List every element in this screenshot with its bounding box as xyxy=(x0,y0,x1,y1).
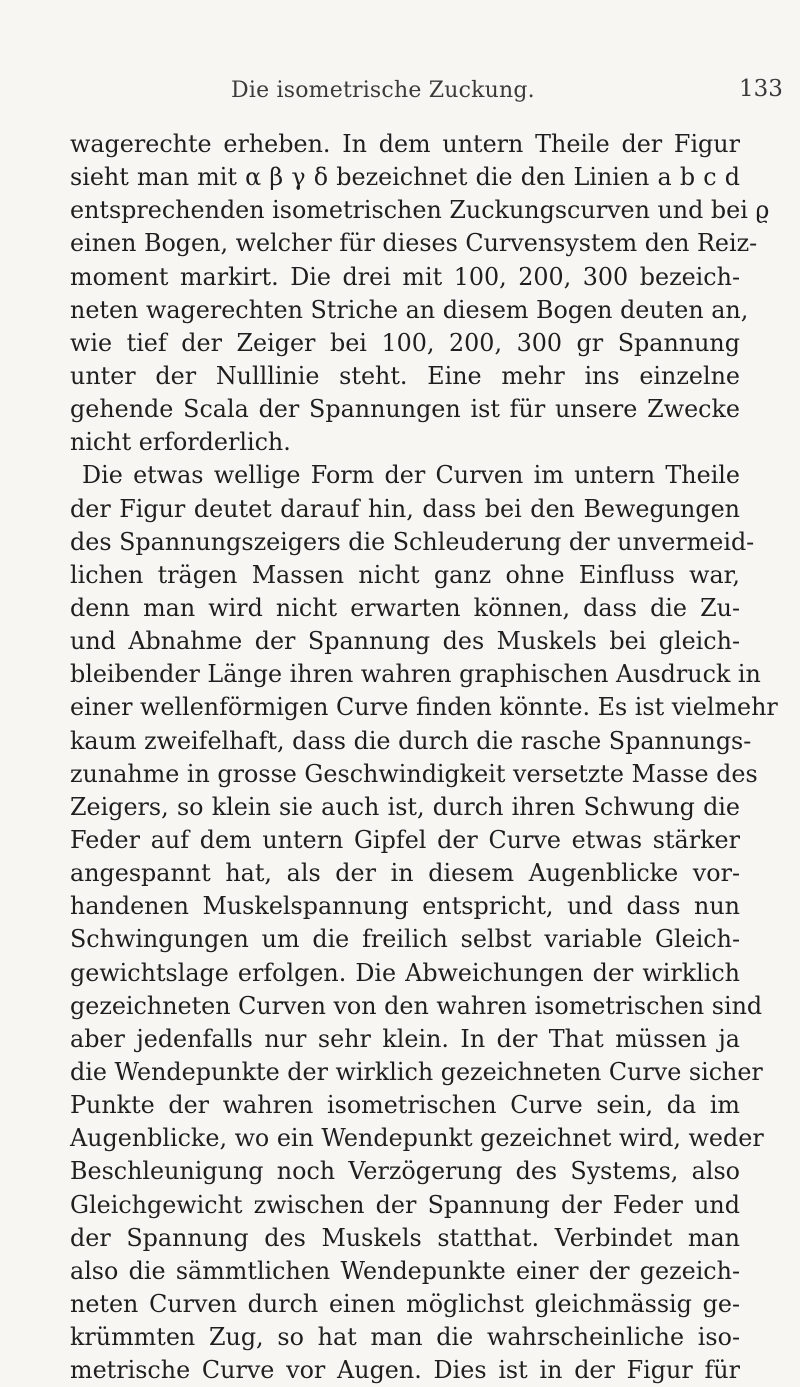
text-line: metrische Curve vor Augen. Dies ist in der Figur für xyxy=(70,1356,740,1385)
text-line: und Abnahme der Spannung des Muskels bei gleich- xyxy=(70,627,740,656)
text-line: Feder auf dem untern Gipfel der Curve etwas stärker xyxy=(70,825,740,854)
text-line: krümmten Zug, so hat man die wahrscheinliche iso- xyxy=(70,1323,740,1352)
text-line: der Spannung des Muskels statthat. Verbindet man xyxy=(70,1223,740,1252)
text-line: der Figur deutet darauf hin, dass bei den Bewegungen xyxy=(70,494,740,523)
text-line: wagerechte erheben. In dem untern Theile der Figur xyxy=(70,130,740,158)
text-line: gezeichneten Curven von den wahren isometrischen sind xyxy=(70,991,763,1020)
text-line: des Spannungszeigers die Schleuderung der unvermeid- xyxy=(70,527,755,556)
text-line: Beschleunigung noch Verzögerung des Systems, also xyxy=(70,1157,740,1186)
text-line: moment markirt. Die drei mit 100, 200, 300 bezeich- xyxy=(70,262,740,291)
page-number: 133 xyxy=(739,76,783,102)
text-line: lichen trägen Massen nicht ganz ohne Einfluss war, xyxy=(70,560,740,589)
text-line: Zeigers, so klein sie auch ist, durch ihren Schwung die xyxy=(70,792,740,821)
text-line: aber jedenfalls nur sehr klein. In der That müssen ja xyxy=(70,1024,740,1053)
running-head: Die isometrische Zuckung. xyxy=(231,78,535,103)
text-line: kaum zweifelhaft, dass die durch die rasche Spannungs- xyxy=(70,726,752,755)
text-line: handenen Muskelspannung entspricht, und dass nun xyxy=(70,892,740,921)
text-line: die Wendepunkte der wirklich gezeichneten Curve sicher xyxy=(70,1057,763,1086)
text-line: Schwingungen um die freilich selbst variable Gleich- xyxy=(70,925,740,954)
text-line: gewichtslage erfolgen. Die Abweichungen der wirklich xyxy=(70,958,740,987)
text-line: Punkte der wahren isometrischen Curve sein, da im xyxy=(70,1091,740,1120)
text-line: nicht erforderlich. xyxy=(70,428,291,457)
text-line: angespannt hat, als der in diesem Augenblicke vor- xyxy=(70,859,740,888)
text-line: wie tief der Zeiger bei 100, 200, 300 gr Spannung xyxy=(70,328,740,357)
text-line: gehende Scala der Spannungen ist für unsere Zwecke xyxy=(70,395,740,424)
text-line: sieht man mit α β γ δ bezeichnet die den Linien a b c d xyxy=(70,163,740,192)
text-line: denn man wird nicht erwarten können, dass die Zu- xyxy=(70,593,740,622)
text-line: Die etwas wellige Form der Curven im untern Theile xyxy=(82,461,740,490)
text-line: entsprechenden isometrischen Zuckungscurven und bei ϱ xyxy=(70,196,770,225)
text-line: unter der Nulllinie steht. Eine mehr ins einzelne xyxy=(70,361,740,390)
text-line: einen Bogen, welcher für dieses Curvensystem den Reiz- xyxy=(70,229,758,258)
text-line: neten wagerechten Striche an diesem Bogen deuten an, xyxy=(70,295,749,324)
text-line: bleibender Länge ihren wahren graphischen Ausdruck in xyxy=(70,660,761,689)
text-line: Gleichgewicht zwischen der Spannung der Feder und xyxy=(70,1190,740,1219)
text-line: neten Curven durch einen möglichst gleichmässig ge- xyxy=(70,1289,740,1318)
text-line: Augenblicke, wo ein Wendepunkt gezeichnet wird, weder xyxy=(70,1124,764,1153)
text-line: also die sämmtlichen Wendepunkte einer der gezeich- xyxy=(70,1256,740,1285)
text-line: einer wellenförmigen Curve finden könnte. Es ist vielmehr xyxy=(70,693,778,722)
text-line: zunahme in grosse Geschwindigkeit versetzte Masse des xyxy=(70,759,758,788)
body-text xyxy=(70,128,778,1387)
